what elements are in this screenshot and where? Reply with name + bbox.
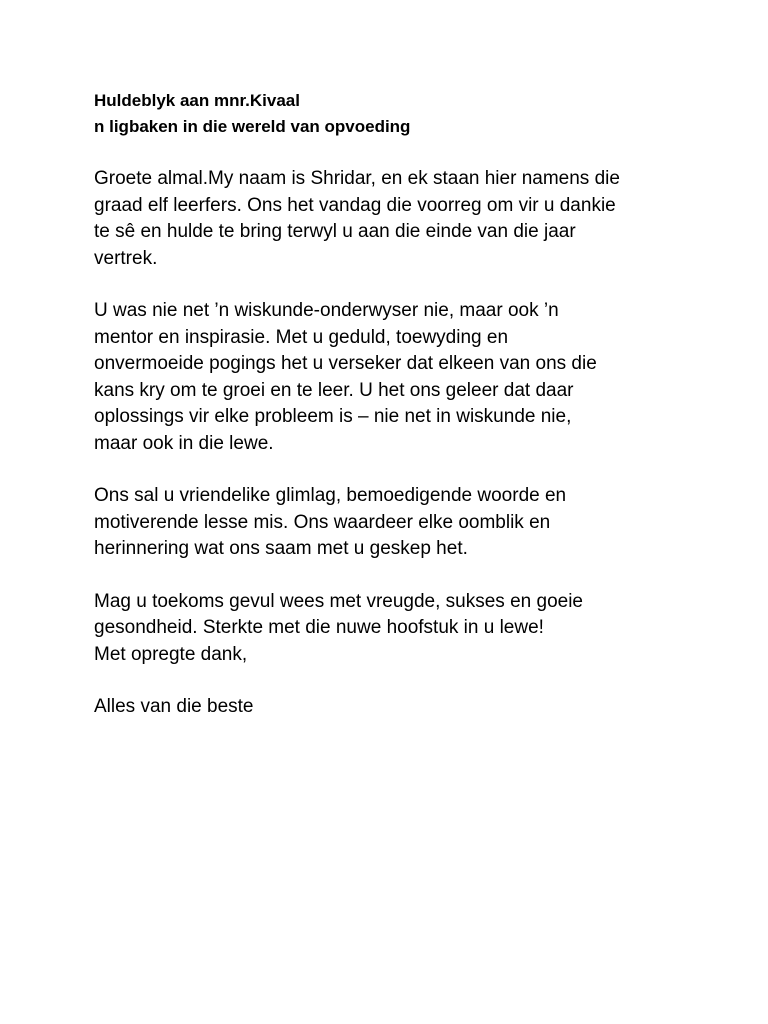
paragraph-wishes (94, 589, 714, 669)
text-line: mentor en inspirasie. Met u geduld, toewyding en (94, 326, 509, 348)
text-line: vertrek. (94, 247, 158, 269)
text-line: graad elf leerfers. Ons het vandag die voorreg om vir u dankie (94, 194, 616, 216)
text-line: motiverende lesse mis. Ons waardeer elke oomblik en (94, 511, 551, 533)
text-line: maar ook in die lewe. (94, 432, 274, 454)
text-line: herinnering wat ons saam met u geskep het. (94, 538, 468, 559)
text-line: kans kry om te groei en te leer. U het ons geleer dat daar (94, 379, 574, 401)
paragraph-greeting (94, 166, 714, 272)
text-line: Met opregte dank, (94, 643, 248, 665)
text-line: Ons sal u vriendelike glimlag, bemoedigende woorde en (94, 485, 567, 506)
text-line: gesondheid. Sterkte met die nuwe hoofstuk in u lewe! (94, 617, 544, 638)
text-line: Groete almal.My naam is Shridar, en ek staan hier namens die (94, 168, 620, 189)
closing-line: Alles van die beste (94, 696, 254, 717)
paragraph-mentor (94, 298, 714, 457)
text-line: te sê en hulde te bring terwyl u aan die einde van die jaar (94, 221, 576, 242)
text-line: oplossings vir elke probleem is – nie net in wiskunde nie, (94, 406, 572, 427)
subtitle-line: n ligbaken in die wereld van opvoeding (94, 117, 411, 136)
title-line: Huldeblyk aan mnr.Kivaal (94, 91, 300, 110)
paragraph-memories (94, 483, 714, 563)
document-page (94, 88, 714, 721)
text-line: U was nie net ’n wiskunde-onderwyser nie, maar ook ’n (94, 300, 559, 321)
text-line: onvermoeide pogings het u verseker dat elkeen van ons die (94, 353, 597, 374)
text-line: Mag u toekoms gevul wees met vreugde, sukses en goeie (94, 590, 583, 612)
document-title (94, 88, 714, 140)
